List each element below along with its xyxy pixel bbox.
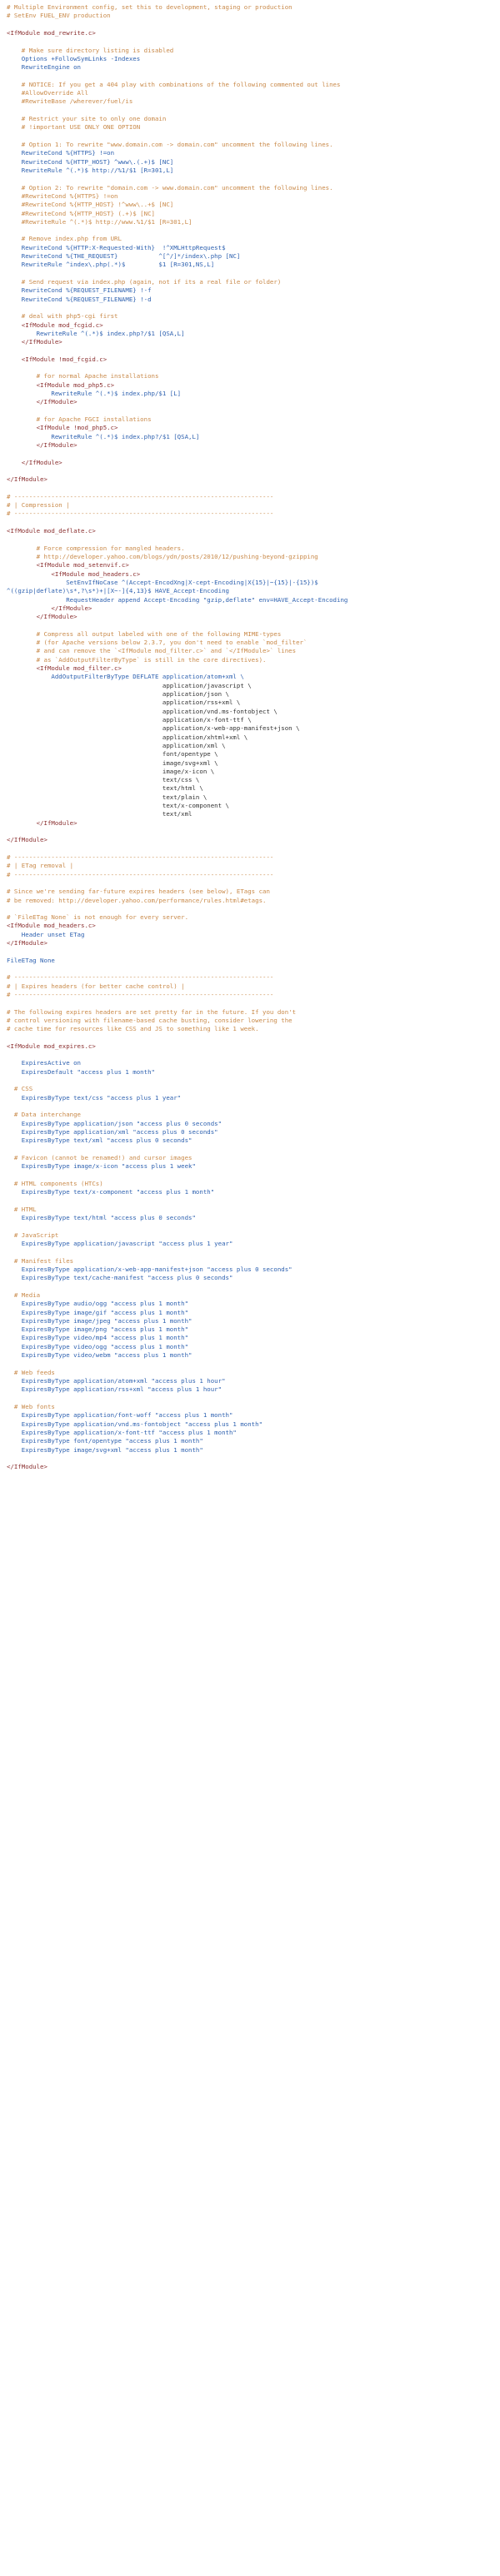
code-line: application/vnd.ms-fontobject \ [7,707,278,715]
code-line: text/xml [7,810,192,818]
code-line: # ---------------------------------------------------------------------- [7,492,274,500]
code-line: # Restrict your site to only one domain [7,115,167,123]
code-line: ExpiresByType text/cache-manifest "access plus 0 seconds" [7,1274,233,1282]
code-line: # HTML components (HTCs) [7,1179,103,1187]
code-line: ExpiresByType application/atom+xml "access plus 1 hour" [7,1377,226,1385]
code-line: # control versioning with filename-based cache busting, consider lowering the [7,1016,292,1024]
code-line: # The following expires headers are set pretty far in the future. If you don't [7,1007,297,1016]
code-line: </IfModule> [7,398,78,406]
code-line [7,828,500,836]
code-line: #AllowOverride All [7,89,88,97]
code-line: # ---------------------------------------------------------------------- [7,870,274,878]
code-line: application/json \ [7,690,229,698]
code-line: # Media [7,1290,41,1299]
code-line: ExpiresByType font/opentype "access plus 1 month" [7,1437,203,1445]
code-line: text/html \ [7,784,203,793]
code-line: # | ETag removal | [7,862,74,870]
code-line: application/javascript \ [7,681,252,689]
code-line: text/plain \ [7,793,208,801]
code-line: # http://developer.yahoo.com/blogs/ydn/posts/2010/12/pushing-beyond-gzipping [7,553,318,560]
code-line: #RewriteBase /wherever/fuel/is [7,97,133,106]
code-line [7,107,500,115]
code-line: ExpiresByType image/x-icon "access plus 1 week" [7,1162,196,1171]
code-line: # JavaScript [7,1231,59,1239]
code-line: ExpiresActive on [7,1059,81,1067]
code-line [7,467,500,475]
code-line [7,1196,500,1205]
code-line: # SetEnv FUEL_ENV production [7,12,111,20]
code-line [7,72,500,81]
code-line [7,622,500,630]
code-line: RewriteCond %{HTTP:X-Requested-With} !^XMLHttpRequest$ [7,243,226,251]
code-line: <IfModule mod_php5.c> [7,380,115,389]
code-line [7,905,500,913]
code-line: ExpiresByType application/json "access plus 0 seconds" [7,1119,222,1127]
code-line: AddOutputFilterByType DEFLATE application/atom+xml \ [7,673,244,681]
code-line: RewriteCond %{REQUEST_FILENAME} !-f [7,286,152,295]
code-line: <IfModule mod_expires.c> [7,1042,96,1050]
code-line: # be removed: http://developer.yahoo.com/performance/rules.html#etags. [7,896,267,904]
code-line: ExpiresByType text/html "access plus 0 seconds" [7,1214,196,1222]
code-line [7,175,500,183]
code-line: # Web fonts [7,1402,55,1410]
code-line: ExpiresByType text/css "access plus 1 year" [7,1093,182,1102]
code-line: </IfModule> [7,440,78,449]
code-line: RewriteCond %{HTTPS} !=on [7,149,115,157]
code-line: RequestHeader append Accept-Encoding "gzip,deflate" env=HAVE_Accept-Encoding [7,595,348,604]
code-line: </IfModule> [7,836,48,844]
code-line: FileETag None [7,956,55,964]
code-line: # Send request via index.php (again, not if its a real file or folder) [7,278,282,286]
code-line: ExpiresByType application/vnd.ms-fontobject "access plus 1 month" [7,1420,263,1428]
code-line: text/css \ [7,776,200,784]
code-line: ^((gzip|deflate)\s*,?\s*)+|[X~-]{4,13}$ HAVE_Accept-Encoding [7,587,229,595]
code-line: # and can remove the `<IfModule mod_filter.c>` and `</IfModule>` lines [7,647,297,655]
code-line [7,947,500,956]
code-line: # Since we're sending far-future expires headers (see below), ETags can [7,888,270,896]
code-line [7,407,500,415]
code-line: <IfModule mod_fcgid.c> [7,321,103,329]
code-line: application/xml \ [7,741,226,749]
code-line: ExpiresByType application/x-font-ttf "access plus 1 month" [7,1428,237,1436]
code-line: </IfModule> [7,458,62,466]
code-line: <IfModule !mod_php5.c> [7,424,118,432]
code-line: </IfModule> [7,613,78,621]
code-line: RewriteCond %{THE_REQUEST} ^[^/]*/index\.php [NC] [7,252,241,261]
code-line: Header unset ETag [7,930,85,938]
code-line: # Favicon (cannot be renamed!) and cursor images [7,1153,192,1161]
code-line: application/xhtml+xml \ [7,733,248,741]
code-line [7,965,500,973]
code-line: RewriteRule ^(.*)$ index.php/$1 [L] [7,390,182,398]
code-line: </IfModule> [7,939,48,947]
code-line [7,1283,500,1291]
code-line: ExpiresByType application/xml "access plus 0 seconds" [7,1127,218,1136]
code-line: image/svg+xml \ [7,758,218,767]
code-line [7,845,500,853]
code-line [7,270,500,278]
code-line: Options +FollowSymLinks -Indexes [7,54,141,62]
code-line: ExpiresByType image/svg+xml "access plus 1 month" [7,1445,203,1454]
code-line: # Web feeds [7,1368,55,1376]
code-line [7,1171,500,1180]
code-line: RewriteCond %{HTTP_HOST} ^www\.(.+)$ [NC] [7,157,174,166]
code-line [7,535,500,544]
code-line [7,1034,500,1042]
code-line: RewriteRule ^(.*)$ index.php?/$1 [QSA,L] [7,329,185,337]
code-line: # !important USE ONLY ONE OPTION [7,123,141,132]
code-line: <IfModule !mod_fcgid.c> [7,355,108,363]
code-line: SetEnvIfNoCase ^(Accept-EncodXng|X-cept-Encoding|X{15}|~{15}|-{15})$ [7,578,322,586]
code-line: # NOTICE: If you get a 404 play with combinations of the following commented out lines [7,80,341,88]
code-line: # Option 2: To rewrite "domain.com -> www.domain.com" uncomment the following lines. [7,183,333,191]
code-line: # for normal Apache installations [7,372,159,380]
code-line: </IfModule> [7,1463,48,1471]
code-line: ExpiresByType application/font-woff "access plus 1 month" [7,1411,233,1420]
code-line [7,21,500,29]
code-line: application/rss+xml \ [7,699,241,707]
code-line: </IfModule> [7,475,48,484]
code-line: ExpiresByType audio/ogg "access plus 1 month" [7,1300,189,1308]
code-line: #RewriteCond %{HTTPS} !=on [7,191,118,200]
code-line [7,1248,500,1256]
code-line [7,1146,500,1154]
code-line: application/x-web-app-manifest+json \ [7,724,300,733]
code-line: ExpiresDefault "access plus 1 month" [7,1067,155,1076]
code-line: RewriteRule ^(.*)$ index.php?/$1 [QSA,L] [7,432,200,440]
code-line: # Data interchange [7,1111,81,1119]
code-line [7,1360,500,1368]
code-line: ExpiresByType application/x-web-app-manifest+json "access plus 0 seconds" [7,1265,292,1273]
code-line: application/x-font-ttf \ [7,715,252,724]
code-line [7,519,500,527]
code-line [7,37,500,46]
code-line [7,999,500,1007]
code-line [7,304,500,312]
code-line [7,226,500,235]
code-line: </IfModule> [7,818,78,827]
code-line: # Compress all output labeled with one of the following MIME-types [7,629,282,638]
code-line: ExpiresByType video/mp4 "access plus 1 month" [7,1334,189,1342]
code-line: RewriteEngine on [7,63,81,72]
code-line: <IfModule mod_rewrite.c> [7,28,96,37]
code-line: <IfModule mod_headers.c> [7,569,141,578]
code-line: # (for Apache versions below 2.3.7, you don't need to enable `mod_filter` [7,639,308,647]
code-line: <IfModule mod_filter.c> [7,664,122,673]
code-line: #RewriteRule ^(.*)$ http://www.%1/$1 [R=301,L] [7,217,192,226]
code-line: image/x-icon \ [7,767,215,775]
code-line: # ---------------------------------------------------------------------- [7,510,274,518]
code-line: ExpiresByType image/jpeg "access plus 1 month" [7,1316,192,1325]
code-line: ExpiresByType text/xml "access plus 0 seconds" [7,1136,192,1145]
code-line: ExpiresByType application/rss+xml "access plus 1 hour" [7,1385,222,1394]
code-line: text/x-component \ [7,802,229,810]
code-line: # `FileETag None` is not enough for every server. [7,913,189,922]
code-line: # Manifest files [7,1256,74,1265]
code-line [7,485,500,493]
code-line: # Force compression for mangled headers. [7,544,185,552]
code-line: RewriteRule ^(.*)$ http://%1/$1 [R=301,L] [7,166,174,174]
code-line [7,1077,500,1085]
code-line: font/opentype \ [7,750,218,758]
code-line: ExpiresByType video/webm "access plus 1 month" [7,1351,192,1360]
code-line: # Remove index.php from URL [7,235,122,243]
code-line: # cache time for resources like CSS and JS to something like 1 week. [7,1025,259,1033]
code-line: # ---------------------------------------------------------------------- [7,990,274,998]
code-line: </IfModule> [7,604,92,612]
code-line [7,879,500,888]
code-line: # Multiple Environment config, set this to development, staging or production [7,3,292,11]
code-line: ExpiresByType application/javascript "access plus 1 year" [7,1240,233,1247]
code-line: #RewriteCond %{HTTP_HOST} (.+)$ [NC] [7,209,155,217]
code-line [7,347,500,356]
code-line [7,1051,500,1059]
code-line [7,1102,500,1111]
code-line: # Make sure directory listing is disabled [7,46,174,54]
code-line: # CSS [7,1085,33,1093]
code-line: RewriteCond %{REQUEST_FILENAME} !-d [7,295,152,303]
code-line: # Option 1: To rewrite "www.domain.com -> domain.com" uncomment the following lines. [7,141,333,148]
code-line: # as `AddOutputFilterByType` is still in the core directives). [7,655,267,664]
code-line: ExpiresByType text/x-component "access plus 1 month" [7,1188,215,1196]
code-line: <IfModule mod_deflate.c> [7,527,96,535]
code-line: # HTML [7,1205,37,1213]
code-line: ExpiresByType image/png "access plus 1 month" [7,1325,189,1334]
code-line: #RewriteCond %{HTTP_HOST} !^www\..+$ [NC] [7,201,174,209]
code-line: # for Apache FGCI installations [7,415,152,423]
code-line: # ---------------------------------------------------------------------- [7,973,274,982]
code-line [7,1222,500,1231]
code-line [7,1395,500,1403]
code-line: ExpiresByType image/gif "access plus 1 month" [7,1308,189,1316]
code-line: # | Compression | [7,501,70,510]
code-line: <IfModule mod_headers.c> [7,922,96,930]
code-line: </IfModule> [7,338,62,346]
code-line: ExpiresByType video/ogg "access plus 1 month" [7,1342,189,1350]
code-line [7,132,500,141]
code-line [7,1455,500,1463]
code-line [7,450,500,458]
code-line [7,364,500,372]
code-line: RewriteRule ^index\.php(.*)$ $1 [R=301,NS,L] [7,261,215,269]
code-line: # ---------------------------------------------------------------------- [7,853,274,861]
code-line: # | Expires headers (for better cache control) | [7,982,185,990]
code-line: <IfModule mod_setenvif.c> [7,561,129,569]
code-line: # deal with php5-cgi first [7,312,118,321]
